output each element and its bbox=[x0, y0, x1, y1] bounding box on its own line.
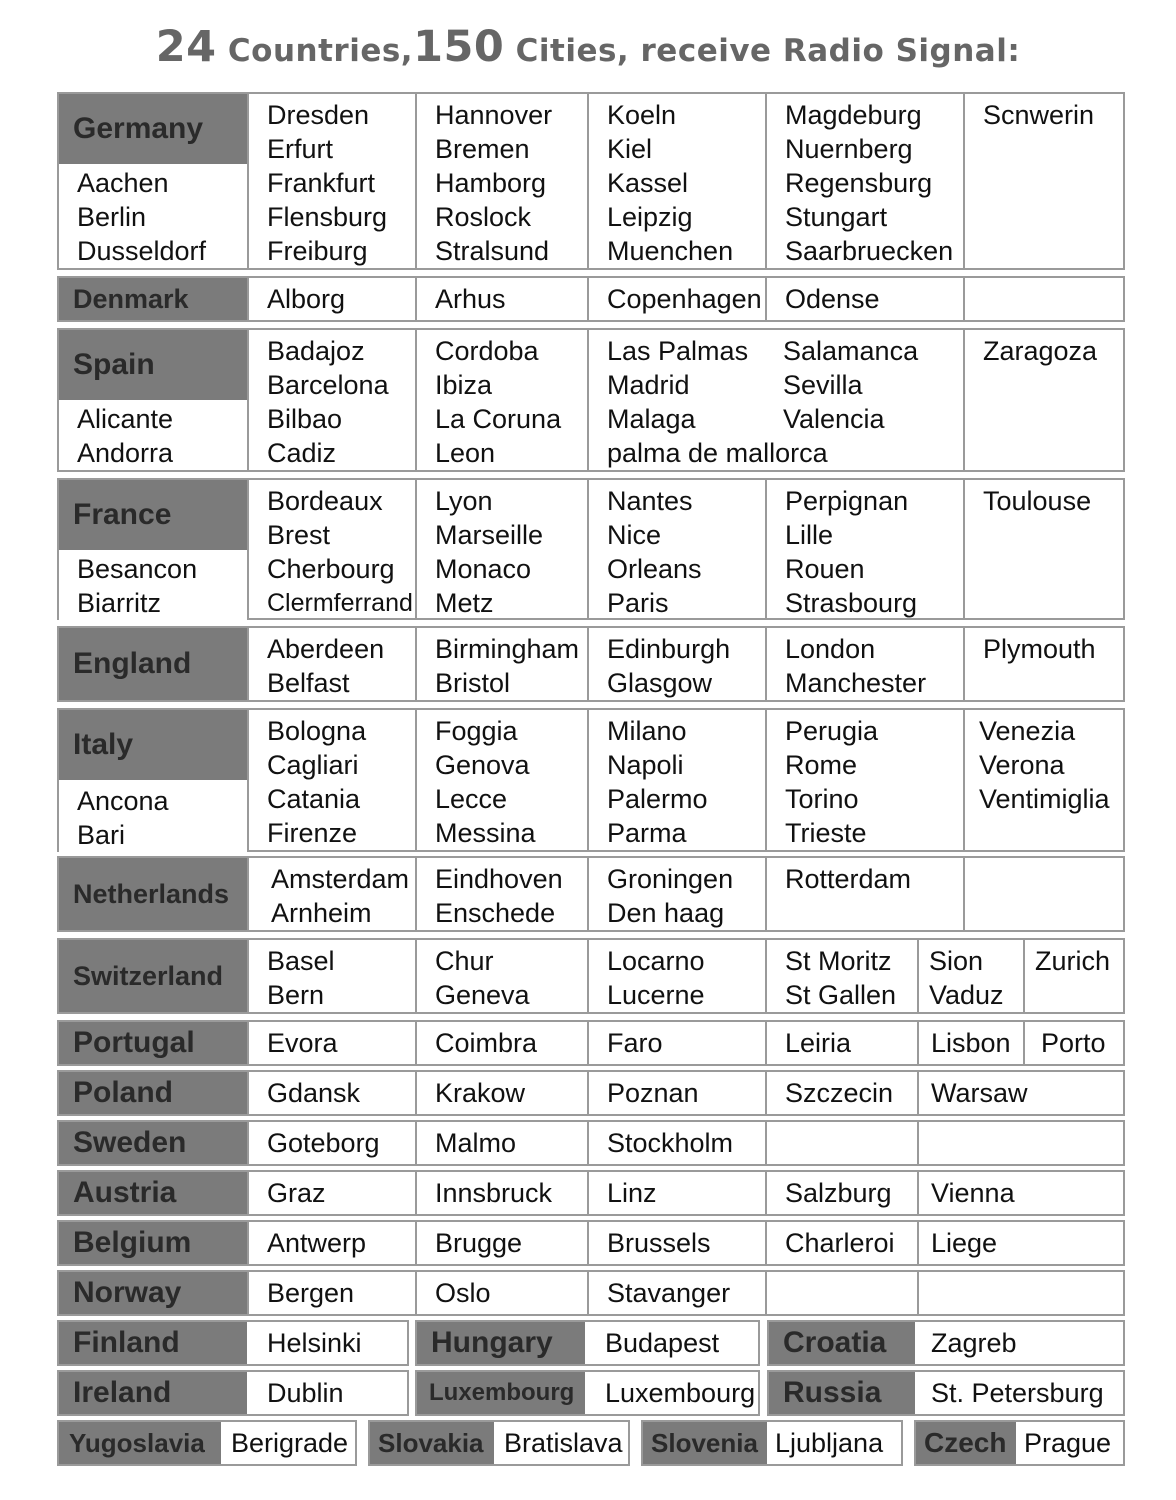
country-row-germany bbox=[57, 92, 1125, 270]
country-name: Norway bbox=[59, 1272, 247, 1314]
city-name: London bbox=[785, 634, 876, 664]
city-name: Biarritz bbox=[77, 588, 162, 618]
country-row-sweden bbox=[57, 1120, 1125, 1166]
city-name: Warsaw bbox=[931, 1077, 1028, 1108]
city-cell bbox=[587, 1122, 765, 1164]
city-column bbox=[963, 330, 1123, 470]
city-name: Brussels bbox=[607, 1227, 711, 1258]
city-cell bbox=[765, 1122, 917, 1164]
city-name: Coimbra bbox=[435, 1027, 538, 1058]
city-name: Genova bbox=[435, 750, 530, 780]
city-name: Bilbao bbox=[267, 404, 343, 434]
city-name: Birmingham bbox=[435, 634, 580, 664]
country-pair-croatia bbox=[767, 1320, 1125, 1366]
city-name: Berlin bbox=[77, 202, 147, 232]
city-name: Chur bbox=[435, 946, 494, 976]
city-name: Freiburg bbox=[267, 236, 368, 266]
city-name: Liege bbox=[931, 1227, 998, 1258]
country-row-austria bbox=[57, 1170, 1125, 1216]
country-name: Croatia bbox=[769, 1322, 915, 1364]
city-name: Bratislava bbox=[504, 1427, 623, 1458]
city-name: Barcelona bbox=[267, 370, 389, 400]
city-name: Cherbourg bbox=[267, 554, 395, 584]
city-name: Linz bbox=[607, 1177, 657, 1208]
country-name: England bbox=[59, 628, 247, 700]
city-column bbox=[247, 480, 415, 618]
country-pair-yugoslavia bbox=[57, 1420, 357, 1466]
city-name: Kiel bbox=[607, 134, 653, 164]
city-column bbox=[587, 628, 765, 700]
city-name: Brugge bbox=[435, 1227, 523, 1258]
city-column bbox=[247, 94, 415, 268]
city-name: Lille bbox=[785, 520, 834, 550]
country-name: Finland bbox=[59, 1322, 247, 1364]
city-name: Paris bbox=[607, 588, 669, 618]
country-name: Denmark bbox=[59, 278, 247, 320]
city-column bbox=[917, 940, 1023, 1012]
city-name: Geneva bbox=[435, 980, 530, 1010]
city-column bbox=[415, 628, 587, 700]
city-name: Regensburg bbox=[785, 168, 933, 198]
city-name: Porto bbox=[1041, 1027, 1106, 1058]
country-row-netherlands bbox=[57, 856, 1125, 932]
city-name: Muenchen bbox=[607, 236, 734, 266]
country-name: Portugal bbox=[59, 1022, 247, 1064]
city-column bbox=[247, 710, 415, 850]
city-name: Basel bbox=[267, 946, 335, 976]
city-column bbox=[963, 710, 1123, 850]
city-name: Poznan bbox=[607, 1077, 699, 1108]
city-name: Evora bbox=[267, 1027, 338, 1058]
city-name: Rouen bbox=[785, 554, 865, 584]
city-count: 150 bbox=[413, 22, 505, 72]
city-cell bbox=[765, 1272, 917, 1314]
country-row-norway bbox=[57, 1270, 1125, 1316]
city-name: Alborg bbox=[267, 284, 346, 314]
city-name: Rome bbox=[785, 750, 858, 780]
city-name: Brest bbox=[267, 520, 331, 550]
country-name: Poland bbox=[59, 1072, 247, 1114]
country-name: Slovakia bbox=[370, 1422, 494, 1464]
city-cell bbox=[247, 1122, 415, 1164]
country-row-england bbox=[57, 626, 1125, 702]
city-cell bbox=[247, 1022, 415, 1064]
city-column bbox=[247, 330, 415, 470]
country-count: 24 bbox=[155, 22, 217, 72]
city-column bbox=[765, 858, 963, 930]
city-name: Vienna bbox=[931, 1177, 1015, 1208]
city-name: Malmo bbox=[435, 1127, 517, 1158]
city-name: Venezia bbox=[979, 716, 1076, 746]
city-name: Sion bbox=[929, 946, 984, 976]
city-cell bbox=[247, 1272, 415, 1314]
city-name: Las Palmas bbox=[607, 336, 749, 366]
city-name: Den haag bbox=[607, 898, 725, 928]
city-column bbox=[765, 628, 963, 700]
city-name: Dublin bbox=[267, 1377, 344, 1408]
city-name: Bergen bbox=[267, 1277, 355, 1308]
city-column bbox=[247, 628, 415, 700]
city-column bbox=[415, 330, 587, 470]
city-name: Strasbourg bbox=[785, 588, 918, 618]
city-name: Marseille bbox=[435, 520, 544, 550]
city-name: Plymouth bbox=[983, 634, 1096, 664]
city-name: Lecce bbox=[435, 784, 508, 814]
city-name: Palermo bbox=[607, 784, 708, 814]
city-name: Monaco bbox=[435, 554, 532, 584]
city-name: Oslo bbox=[435, 1277, 491, 1308]
city-name: Erfurt bbox=[267, 134, 334, 164]
city-name: Vaduz bbox=[929, 980, 1004, 1010]
city-column bbox=[963, 480, 1123, 618]
city-name: Firenze bbox=[267, 818, 358, 848]
city-name: Flensburg bbox=[267, 202, 388, 232]
city-cell bbox=[587, 1172, 765, 1214]
city-cell bbox=[415, 1072, 587, 1114]
city-column bbox=[587, 278, 765, 320]
city-column bbox=[247, 858, 415, 930]
city-name: Messina bbox=[435, 818, 536, 848]
city-name: Ventimiglia bbox=[979, 784, 1110, 814]
city-name: Aberdeen bbox=[267, 634, 385, 664]
city-column bbox=[415, 710, 587, 850]
city-name: Leiria bbox=[785, 1027, 852, 1058]
city-name: palma de mallorca bbox=[607, 438, 828, 468]
city-name: St Gallen bbox=[785, 980, 897, 1010]
city-name: Badajoz bbox=[267, 336, 365, 366]
city-name: Perugia bbox=[785, 716, 879, 746]
city-cell bbox=[917, 1022, 1023, 1064]
city-name: Belfast bbox=[267, 668, 350, 698]
city-name: Roslock bbox=[435, 202, 532, 232]
city-cell bbox=[765, 1222, 917, 1264]
city-name: Torino bbox=[785, 784, 859, 814]
city-name: Dresden bbox=[267, 100, 370, 130]
country-name: Czech bbox=[916, 1422, 1016, 1464]
city-name: Bordeaux bbox=[267, 486, 383, 516]
city-name: Valencia bbox=[783, 404, 885, 434]
country-name: Yugoslavia bbox=[59, 1422, 221, 1464]
city-name: Antwerp bbox=[267, 1227, 367, 1258]
city-column bbox=[415, 278, 587, 320]
city-name: Gdansk bbox=[267, 1077, 361, 1108]
country-row-poland bbox=[57, 1070, 1125, 1116]
city-name: Scnwerin bbox=[983, 100, 1095, 130]
country-name: Netherlands bbox=[59, 858, 247, 930]
country-row-spain bbox=[57, 328, 1125, 472]
country-pair-hungary bbox=[415, 1320, 760, 1366]
city-name: Malaga bbox=[607, 404, 696, 434]
city-column bbox=[963, 858, 1123, 930]
country-row-france bbox=[57, 478, 1125, 620]
city-name: Foggia bbox=[435, 716, 518, 746]
city-column bbox=[587, 94, 765, 268]
city-cell bbox=[415, 1022, 587, 1064]
city-name: Bristol bbox=[435, 668, 511, 698]
city-name: Lyon bbox=[435, 486, 493, 516]
city-name: Innsbruck bbox=[435, 1177, 553, 1208]
city-cell bbox=[415, 1122, 587, 1164]
city-name: Goteborg bbox=[267, 1127, 380, 1158]
city-cell bbox=[917, 1172, 1123, 1214]
city-column bbox=[415, 940, 587, 1012]
city-column bbox=[587, 858, 765, 930]
page-title bbox=[0, 22, 1176, 72]
city-name: Prague bbox=[1024, 1427, 1112, 1458]
city-name: Helsinki bbox=[267, 1327, 362, 1358]
city-name: Dusseldorf bbox=[77, 236, 207, 266]
city-name: Stockholm bbox=[607, 1127, 734, 1158]
city-name: St Moritz bbox=[785, 946, 892, 976]
city-name: Stungart bbox=[785, 202, 888, 232]
country-row-denmark bbox=[57, 276, 1125, 322]
country-name: Germany bbox=[59, 94, 247, 164]
city-name: Rotterdam bbox=[785, 864, 912, 894]
country-name: Russia bbox=[769, 1372, 915, 1414]
city-name: Leon bbox=[435, 438, 496, 468]
city-name: La Coruna bbox=[435, 404, 562, 434]
city-name: Catania bbox=[267, 784, 361, 814]
country-row-belgium bbox=[57, 1220, 1125, 1266]
country-pair-czech bbox=[914, 1420, 1125, 1466]
country-name: Spain bbox=[59, 330, 247, 400]
city-name: Budapest bbox=[605, 1327, 720, 1358]
city-name: Cagliari bbox=[267, 750, 359, 780]
country-extra-cities bbox=[59, 784, 247, 852]
city-name: Nice bbox=[607, 520, 662, 550]
country-extra-cities bbox=[59, 166, 247, 268]
city-column bbox=[963, 278, 1123, 320]
city-name: Luxembourg bbox=[605, 1377, 756, 1408]
city-name: Magdeburg bbox=[785, 100, 922, 130]
city-cell bbox=[587, 1272, 765, 1314]
city-column bbox=[415, 858, 587, 930]
city-name: Cordoba bbox=[435, 336, 539, 366]
country-pair-slovakia bbox=[368, 1420, 630, 1466]
city-name: Clermferrand bbox=[267, 589, 413, 617]
city-cell bbox=[917, 1072, 1123, 1114]
city-name: Arnheim bbox=[271, 898, 372, 928]
city-name: Lucerne bbox=[607, 980, 705, 1010]
city-cell bbox=[247, 1172, 415, 1214]
country-name: Sweden bbox=[59, 1122, 247, 1164]
city-name: Salamanca bbox=[783, 336, 919, 366]
country-pair-ireland bbox=[57, 1370, 409, 1416]
city-name: Kassel bbox=[607, 168, 689, 198]
country-name: Italy bbox=[59, 710, 247, 780]
city-name: Bologna bbox=[267, 716, 367, 746]
city-column bbox=[963, 628, 1123, 700]
city-column bbox=[415, 480, 587, 618]
city-column bbox=[765, 278, 963, 320]
city-column bbox=[247, 940, 415, 1012]
country-pair-russia bbox=[767, 1370, 1125, 1416]
city-name: Amsterdam bbox=[271, 864, 410, 894]
city-cell bbox=[765, 1172, 917, 1214]
city-name: Zagreb bbox=[931, 1327, 1017, 1358]
city-name: Toulouse bbox=[983, 486, 1092, 516]
city-column bbox=[765, 480, 963, 618]
city-cell bbox=[587, 1022, 765, 1064]
city-name: Napoli bbox=[607, 750, 684, 780]
city-column bbox=[587, 480, 765, 618]
city-cell bbox=[415, 1272, 587, 1314]
city-column bbox=[587, 710, 765, 850]
city-name: Cadiz bbox=[267, 438, 337, 468]
country-row-switzerland bbox=[57, 938, 1125, 1014]
city-name: Besancon bbox=[77, 554, 198, 584]
city-name: Saarbruecken bbox=[785, 236, 954, 266]
city-name: Charleroi bbox=[785, 1227, 895, 1258]
city-name: Bari bbox=[77, 820, 126, 850]
city-name: Enschede bbox=[435, 898, 556, 928]
city-name: Locarno bbox=[607, 946, 705, 976]
city-name: Zurich bbox=[1035, 946, 1111, 976]
city-name: Zaragoza bbox=[983, 336, 1098, 366]
city-name: Szczecin bbox=[785, 1077, 894, 1108]
city-name: Frankfurt bbox=[267, 168, 376, 198]
city-cell bbox=[1023, 1022, 1123, 1064]
city-cell bbox=[415, 1222, 587, 1264]
city-name: Aachen bbox=[77, 168, 169, 198]
city-name: Berigrade bbox=[231, 1427, 349, 1458]
city-name: Trieste bbox=[785, 818, 867, 848]
country-row-portugal bbox=[57, 1020, 1125, 1066]
city-name: St. Petersburg bbox=[931, 1377, 1104, 1408]
city-cell bbox=[917, 1222, 1123, 1264]
city-cell bbox=[765, 1072, 917, 1114]
country-name: Austria bbox=[59, 1172, 247, 1214]
country-name: Switzerland bbox=[59, 940, 247, 1012]
city-column bbox=[765, 710, 963, 850]
city-name: Bern bbox=[267, 980, 325, 1010]
city-name: Groningen bbox=[607, 864, 734, 894]
city-column bbox=[765, 94, 963, 268]
city-cell bbox=[917, 1272, 1123, 1314]
city-name: Graz bbox=[267, 1177, 326, 1208]
country-pair-slovenia bbox=[641, 1420, 903, 1466]
city-name: Leipzig bbox=[607, 202, 693, 232]
country-name: Hungary bbox=[417, 1322, 585, 1364]
city-column bbox=[1023, 940, 1123, 1012]
city-cell bbox=[415, 1172, 587, 1214]
city-name: Stralsund bbox=[435, 236, 550, 266]
city-name: Ibiza bbox=[435, 370, 493, 400]
country-name: Belgium bbox=[59, 1222, 247, 1264]
city-name: Verona bbox=[979, 750, 1065, 780]
country-extra-cities bbox=[59, 552, 247, 620]
title-countries-word: Countries, bbox=[216, 33, 414, 69]
city-column bbox=[963, 94, 1123, 268]
city-name: Lisbon bbox=[931, 1027, 1011, 1058]
city-name: Metz bbox=[435, 588, 494, 618]
city-name: Salzburg bbox=[785, 1177, 892, 1208]
city-name: Andorra bbox=[77, 438, 174, 468]
city-name: Madrid bbox=[607, 370, 690, 400]
country-name: France bbox=[59, 480, 247, 550]
country-name: Ireland bbox=[59, 1372, 247, 1414]
city-name: Ancona bbox=[77, 786, 169, 816]
city-name: Milano bbox=[607, 716, 687, 746]
city-name: Faro bbox=[607, 1027, 663, 1058]
city-column bbox=[783, 334, 918, 436]
city-name: Stavanger bbox=[607, 1277, 731, 1308]
city-column bbox=[587, 940, 765, 1012]
country-row-italy bbox=[57, 708, 1125, 852]
city-name: Perpignan bbox=[785, 486, 909, 516]
city-cell bbox=[587, 1072, 765, 1114]
city-cell bbox=[917, 1122, 1123, 1164]
city-name: Copenhagen bbox=[607, 284, 762, 314]
city-name: Edinburgh bbox=[607, 634, 731, 664]
city-cell bbox=[765, 1022, 917, 1064]
country-name: Luxembourg bbox=[417, 1372, 585, 1414]
city-name: Bremen bbox=[435, 134, 530, 164]
city-column bbox=[247, 278, 415, 320]
country-extra-cities bbox=[59, 402, 247, 470]
city-name: Hannover bbox=[435, 100, 553, 130]
city-cell bbox=[587, 1222, 765, 1264]
city-name: Odense bbox=[785, 284, 880, 314]
city-name: Krakow bbox=[435, 1077, 526, 1108]
city-cell bbox=[247, 1072, 415, 1114]
city-column bbox=[415, 94, 587, 268]
city-name: Ljubljana bbox=[775, 1427, 884, 1458]
city-name: Orleans bbox=[607, 554, 702, 584]
city-name: Koeln bbox=[607, 100, 677, 130]
city-name: Arhus bbox=[435, 284, 506, 314]
city-name: Alicante bbox=[77, 404, 174, 434]
country-pair-luxembourg bbox=[415, 1370, 760, 1416]
city-column bbox=[765, 940, 917, 1012]
city-cell bbox=[247, 1222, 415, 1264]
country-pair-finland bbox=[57, 1320, 409, 1366]
title-cities-text: Cities, receive Radio Signal: bbox=[504, 33, 1021, 69]
city-name: Hamborg bbox=[435, 168, 547, 198]
city-name: Parma bbox=[607, 818, 687, 848]
city-name: Sevilla bbox=[783, 370, 863, 400]
country-name: Slovenia bbox=[643, 1422, 767, 1464]
city-name: Eindhoven bbox=[435, 864, 563, 894]
city-name: Nuernberg bbox=[785, 134, 913, 164]
city-name: Nantes bbox=[607, 486, 693, 516]
city-name: Manchester bbox=[785, 668, 927, 698]
city-name: Glasgow bbox=[607, 668, 713, 698]
